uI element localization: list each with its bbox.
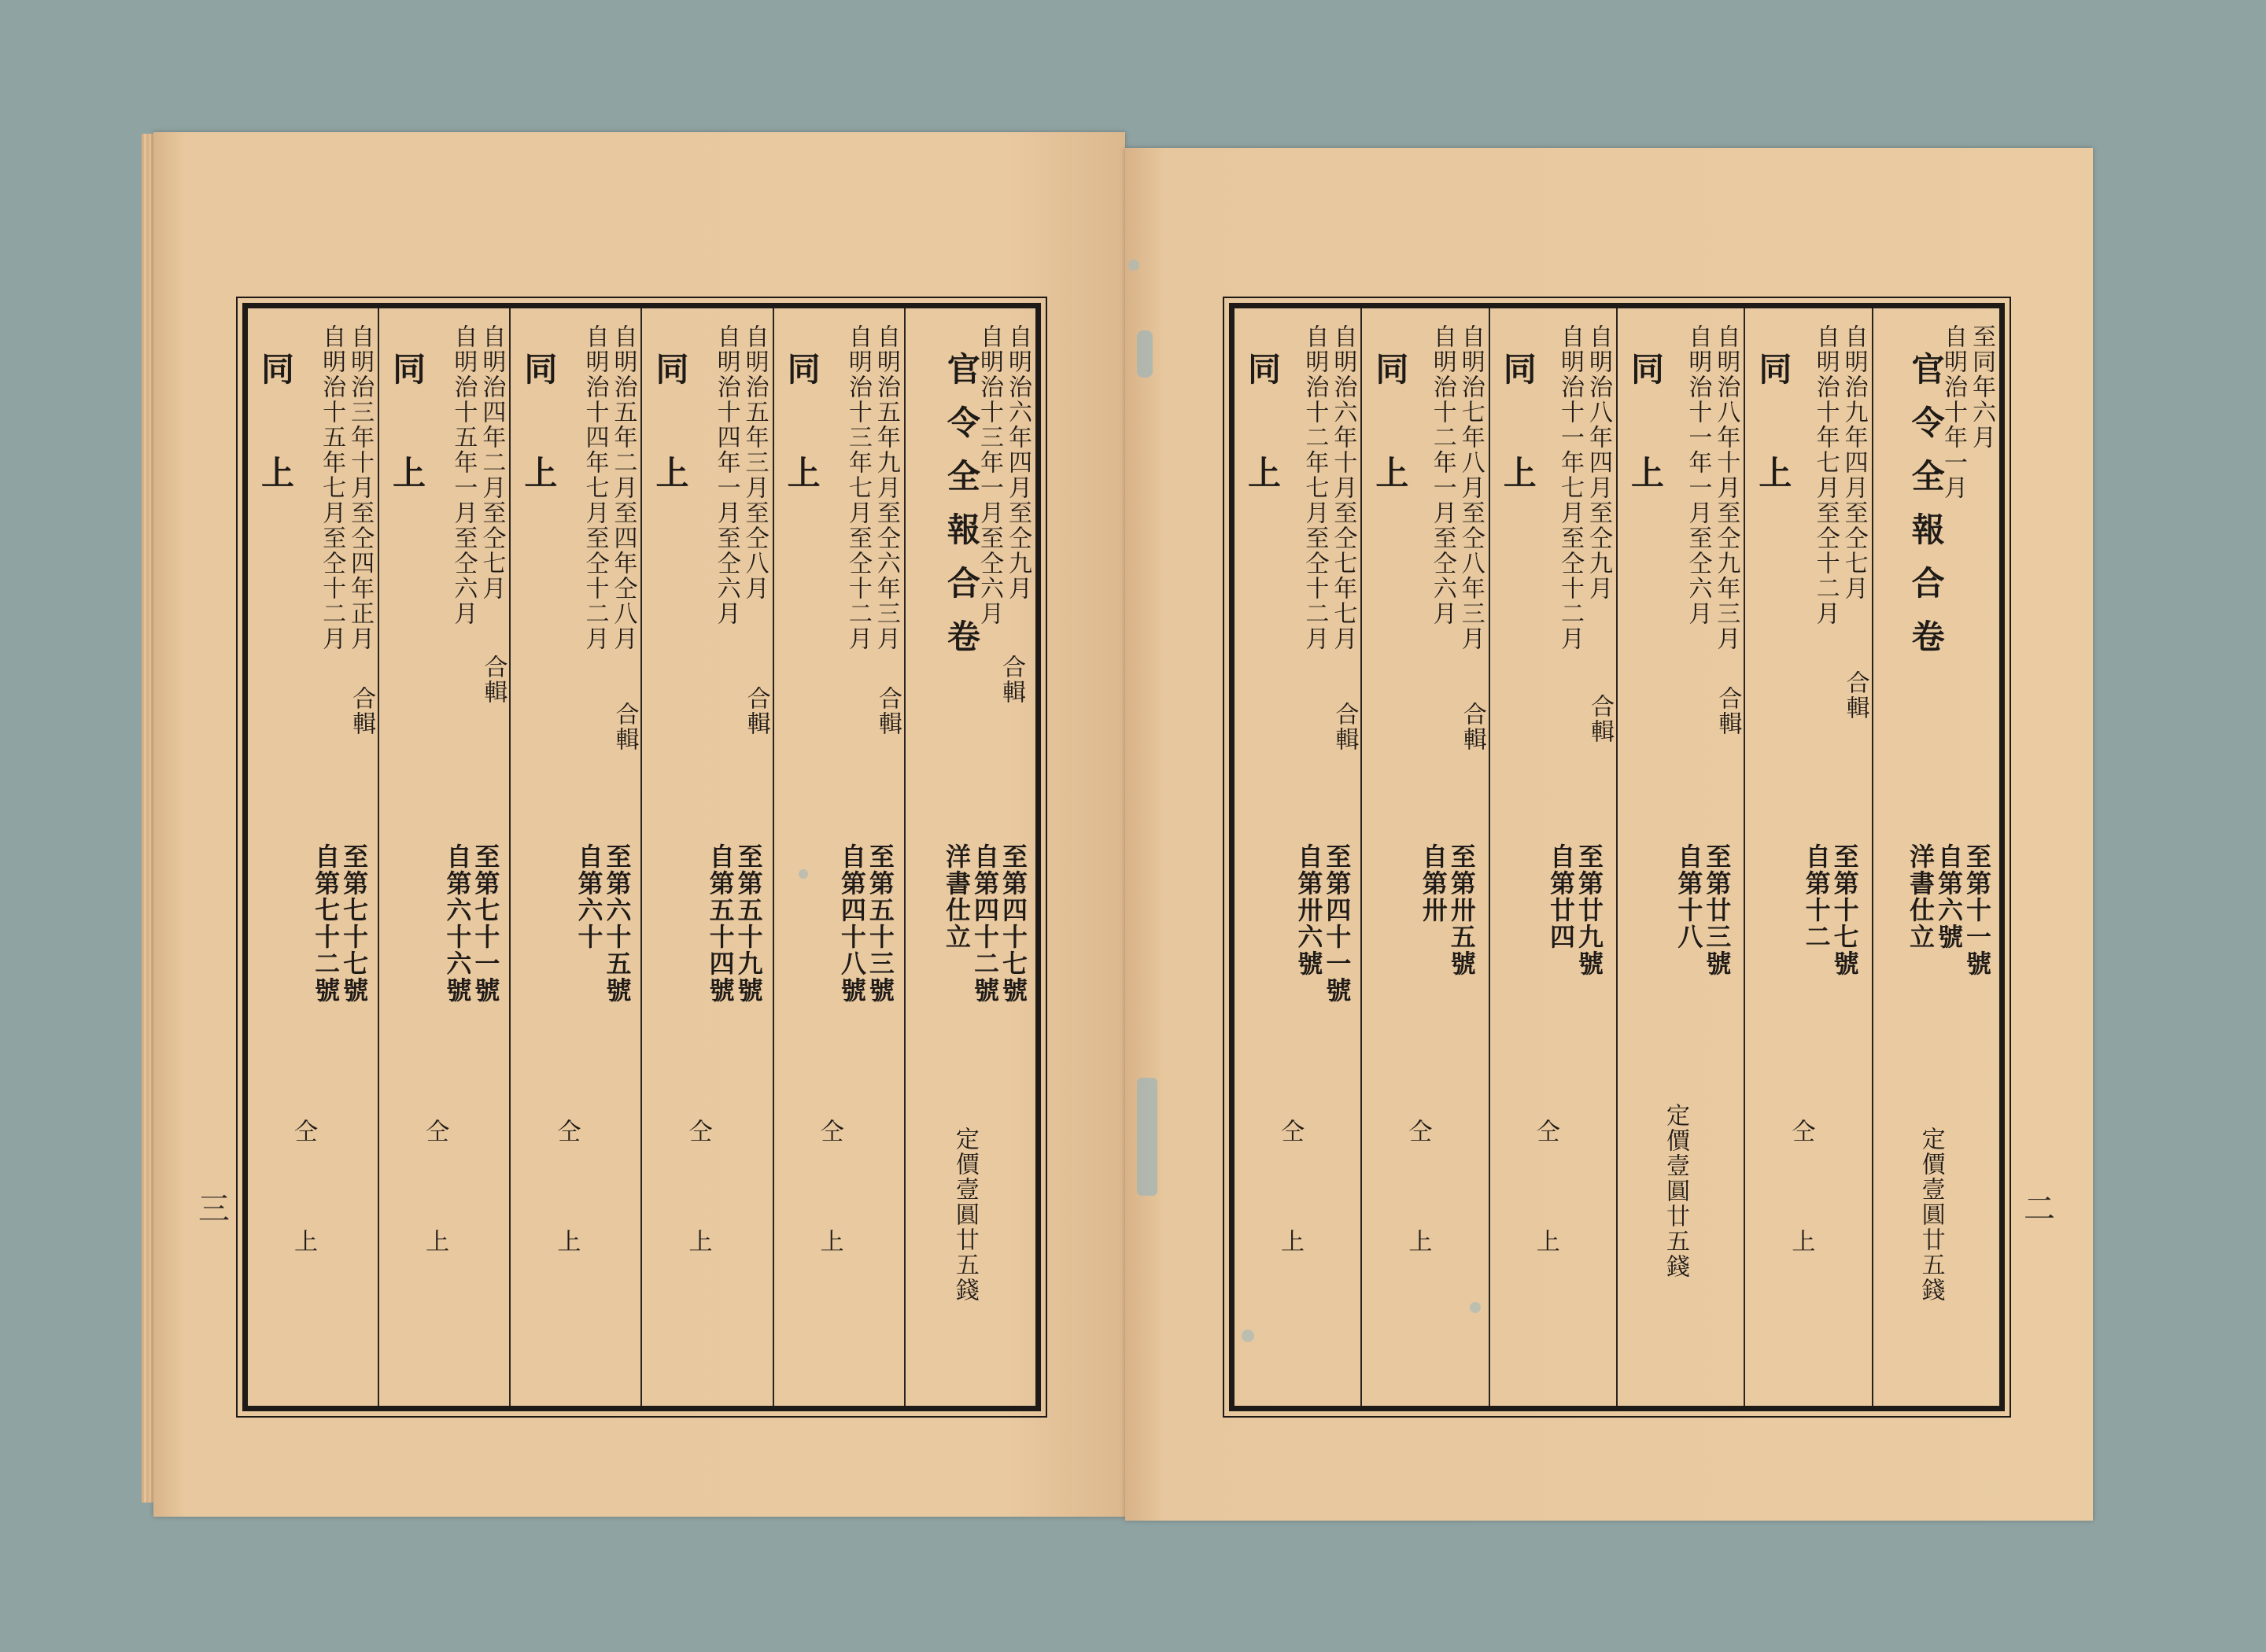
- same-as-above: 仝上: [684, 1119, 712, 1339]
- price: 定價壹圓廿五錢: [950, 1127, 979, 1303]
- issue-range: 至第卅五號: [1446, 843, 1477, 977]
- issue-range: 自第六十六號: [442, 843, 473, 1004]
- issue-range: 至第四十一號: [1322, 843, 1353, 1004]
- date-range: 自明治五年三月至仝八月: [740, 324, 769, 601]
- issue-range: 自第十二: [1801, 843, 1832, 950]
- suffix: 合輯: [1330, 702, 1359, 752]
- issue-range: 至第十七號: [1829, 843, 1860, 977]
- paper-damage: [1242, 1329, 1254, 1342]
- issue-range: 至第四十七號: [998, 843, 1028, 1004]
- same-as-above: 仝上: [1404, 1119, 1432, 1339]
- left-table-frame: [242, 303, 1041, 1411]
- date-range: 自明治十四年七月至仝十二月: [581, 324, 609, 651]
- right-page-number: 二: [2024, 1191, 2055, 1227]
- right-column-5: [1360, 308, 1488, 1406]
- issue-range: 自第四十二號: [970, 843, 1000, 1004]
- paper-damage: [1137, 1078, 1157, 1196]
- suffix: 合輯: [1714, 686, 1742, 736]
- issue-range: 至第五十三號: [865, 843, 895, 1004]
- date-range: 自明治十四年一月至仝六月: [712, 324, 740, 626]
- date-range: 自明治十三年七月至仝十二月: [843, 324, 872, 651]
- paper-damage: [799, 869, 808, 879]
- suffix: 合輯: [348, 686, 376, 736]
- issue-range: 至第廿三號: [1702, 843, 1733, 977]
- date-range: 自明治六年十月至仝七年七月: [1329, 324, 1357, 651]
- paper-damage: [1470, 1302, 1481, 1313]
- column-title: 同上: [1243, 352, 1282, 559]
- left-column-3: [640, 308, 772, 1406]
- issue-range: 自第廿四: [1546, 843, 1577, 950]
- paper-damage: [1137, 330, 1153, 378]
- suffix: 合輯: [611, 702, 639, 752]
- left-column-2: [773, 308, 904, 1406]
- issue-range: 自第六號: [1934, 843, 1964, 950]
- issue-range: 自第五十四號: [705, 843, 736, 1004]
- date-range: 自明治五年九月至仝六年三月: [872, 324, 900, 651]
- column-title: 同上: [1498, 352, 1537, 559]
- date-range: 自明治十年七月至仝十二月: [1811, 324, 1840, 626]
- date-range: 自明治十一年一月至仝六月: [1684, 324, 1712, 626]
- same-as-above: 仝上: [1787, 1119, 1815, 1339]
- issue-range: 至第七十七號: [339, 843, 370, 1004]
- right-column-2: [1744, 308, 1871, 1406]
- paper-damage: [1128, 260, 1139, 271]
- date-range: 自明治十二年七月至仝十二月: [1301, 324, 1329, 651]
- left-column-5: [378, 308, 509, 1406]
- same-as-above: 仝上: [289, 1119, 317, 1339]
- column-title: 同上: [782, 352, 821, 559]
- date-range: 自明治五年二月至四年仝八月: [609, 324, 637, 651]
- issue-range: 洋書仕立: [1906, 843, 1936, 950]
- issue-range: 自第四十八號: [836, 843, 867, 1004]
- right-column-1: [1872, 308, 1999, 1406]
- issue-range: 自第十八: [1674, 843, 1704, 950]
- left-column-6: [248, 308, 378, 1406]
- price: 定價壹圓廿五錢: [1917, 1127, 1945, 1303]
- column-title: 官令全報合卷: [942, 352, 981, 673]
- column-title: 同上: [256, 352, 295, 559]
- date-range: 自明治七年八月至仝八年三月: [1456, 324, 1485, 651]
- same-as-above: 仝上: [421, 1119, 449, 1339]
- column-title: 官令全報合卷: [1906, 352, 1946, 673]
- issue-range: 至第廿九號: [1574, 843, 1605, 977]
- date-range: 自明治三年十月至仝四年正月: [346, 324, 375, 651]
- issue-range: 自第卅: [1418, 843, 1449, 924]
- column-title: 同上: [388, 352, 427, 559]
- column-title: 同上: [1371, 352, 1410, 559]
- left-page-number: 三: [198, 1191, 230, 1227]
- suffix: 合輯: [1841, 670, 1869, 721]
- issue-range: 至第七十一號: [471, 843, 501, 1004]
- suffix: 合輯: [873, 686, 902, 736]
- right-column-4: [1489, 308, 1616, 1406]
- date-range: 自明治四年二月至仝七月: [478, 324, 506, 601]
- date-range: 自明治十一年七月至仝十二月: [1556, 324, 1585, 651]
- date-range: 自明治十年一月: [1939, 324, 1967, 500]
- issue-range: 自第七十二號: [311, 843, 341, 1004]
- suffix: 合輯: [742, 686, 770, 736]
- date-range: 自明治九年四月至仝七月: [1840, 324, 1868, 601]
- suffix: 合輯: [1586, 694, 1615, 744]
- left-column-1: [904, 308, 1035, 1406]
- issue-range: 至第六十五號: [602, 843, 633, 1004]
- price: 定價壹圓廿五錢: [1662, 1103, 1690, 1279]
- column-title: 同上: [1754, 352, 1793, 559]
- date-range: 自明治十三年一月至仝六月: [976, 324, 1003, 626]
- date-range: 自明治八年十月至仝九年三月: [1712, 324, 1740, 651]
- date-range: 自明治十五年一月至仝六月: [449, 324, 478, 626]
- date-range: 自明治六年四月至仝九月: [1004, 324, 1032, 601]
- suffix: 合輯: [998, 655, 1025, 705]
- column-title: 同上: [519, 352, 559, 559]
- left-column-4: [509, 308, 640, 1406]
- issue-range: 至第十一號: [1962, 843, 1992, 977]
- right-column-6: [1234, 308, 1360, 1406]
- right-table-frame: [1229, 303, 2005, 1411]
- suffix: 合輯: [479, 655, 507, 705]
- issue-range: 洋書仕立: [942, 843, 972, 950]
- suffix: 合輯: [1458, 702, 1486, 752]
- column-title: 同上: [651, 352, 690, 559]
- date-range: 自明治八年四月至仝九月: [1585, 324, 1613, 601]
- date-range: 自明治十二年一月至仝六月: [1428, 324, 1456, 626]
- date-range: 至同年六月: [1968, 324, 1995, 450]
- date-range: 自明治十五年七月至仝十二月: [318, 324, 346, 651]
- issue-range: 自第卅六號: [1294, 843, 1324, 977]
- issue-range: 至第五十九號: [733, 843, 764, 1004]
- same-as-above: 仝上: [1531, 1119, 1559, 1339]
- issue-range: 自第六十: [574, 843, 604, 950]
- same-as-above: 仝上: [815, 1119, 843, 1339]
- same-as-above: 仝上: [1276, 1119, 1305, 1339]
- right-column-3: [1616, 308, 1744, 1406]
- column-title: 同上: [1626, 352, 1666, 559]
- same-as-above: 仝上: [552, 1119, 581, 1339]
